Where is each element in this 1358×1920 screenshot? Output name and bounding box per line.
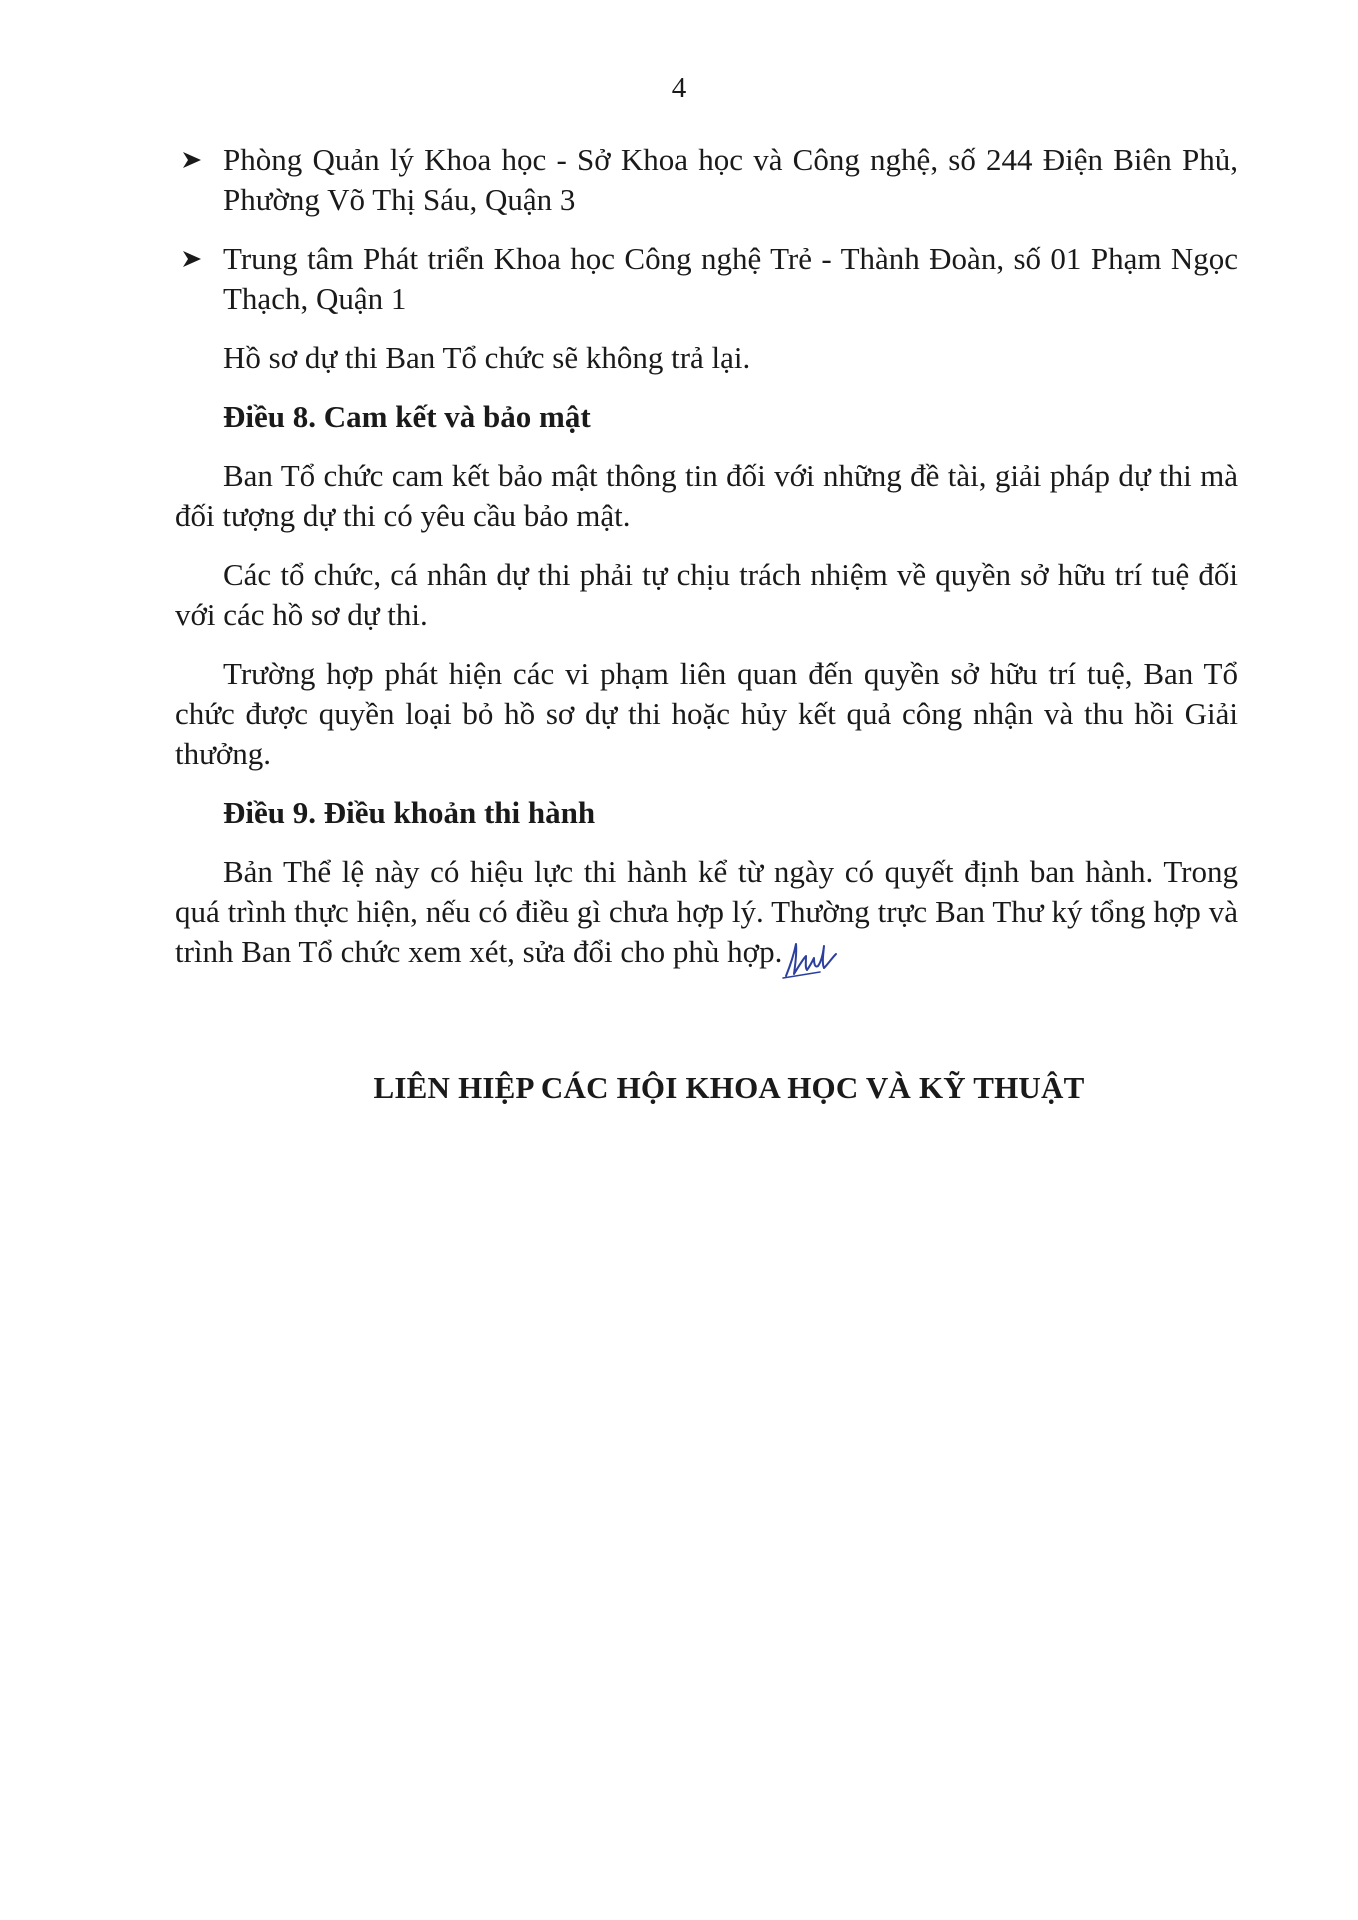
arrow-bullet-icon bbox=[181, 249, 203, 269]
article-8-heading: Điều 8. Cam kết và bảo mật bbox=[223, 399, 591, 434]
return-note: Hồ sơ dự thi Ban Tổ chức sẽ không trả lại. bbox=[223, 340, 751, 375]
bullet-text: Trung tâm Phát triển Khoa học Công nghệ Trẻ - Thành Đoàn, số 01 Phạm Ngọc Thạch, Quận 1 bbox=[223, 241, 1238, 316]
bullet-text: Phòng Quản lý Khoa học - Sở Khoa học và Công nghệ, số 244 Điện Biên Phủ, Phường Võ Thị Sáu, Quận 3 bbox=[223, 142, 1238, 217]
article-8-paragraph: Trường hợp phát hiện các vi phạm liên quan đến quyền sở hữu trí tuệ, Ban Tổ chức được quyền loại bỏ hồ sơ dự thi hoặc hủy kết quả công nhận và thu hồi Giải thưởng. bbox=[175, 656, 1238, 771]
document-body bbox=[175, 140, 1238, 1001]
arrow-bullet-icon bbox=[181, 150, 203, 170]
organization-title: LIÊN HIỆP CÁC HỘI KHOA HỌC VÀ KỸ THUẬT bbox=[373, 1070, 1085, 1105]
article-9-paragraph bbox=[175, 852, 1238, 982]
page-number: 4 bbox=[671, 72, 687, 104]
article-8-paragraph: Ban Tổ chức cam kết bảo mật thông tin đối với những đề tài, giải pháp dự thi mà đối tượng dự thi có yêu cầu bảo mật. bbox=[175, 458, 1238, 533]
article-9-heading: Điều 9. Điều khoản thi hành bbox=[223, 795, 596, 830]
bullet-item bbox=[175, 239, 1238, 319]
article-8-paragraph: Các tổ chức, cá nhân dự thi phải tự chịu trách nhiệm về quyền sở hữu trí tuệ đối với các hồ sơ dự thi. bbox=[175, 557, 1238, 632]
bullet-item bbox=[175, 140, 1238, 220]
article-9-text: Bản Thể lệ này có hiệu lực thi hành kể từ ngày có quyết định ban hành. Trong quá trình thực hiện, nếu có điều gì chưa hợp lý. Thường trực Ban Thư ký tổng hợp và trình Ban Tổ chức xem xét, sửa đổi cho phù hợp. bbox=[175, 854, 1238, 969]
handwritten-initials bbox=[780, 936, 838, 982]
